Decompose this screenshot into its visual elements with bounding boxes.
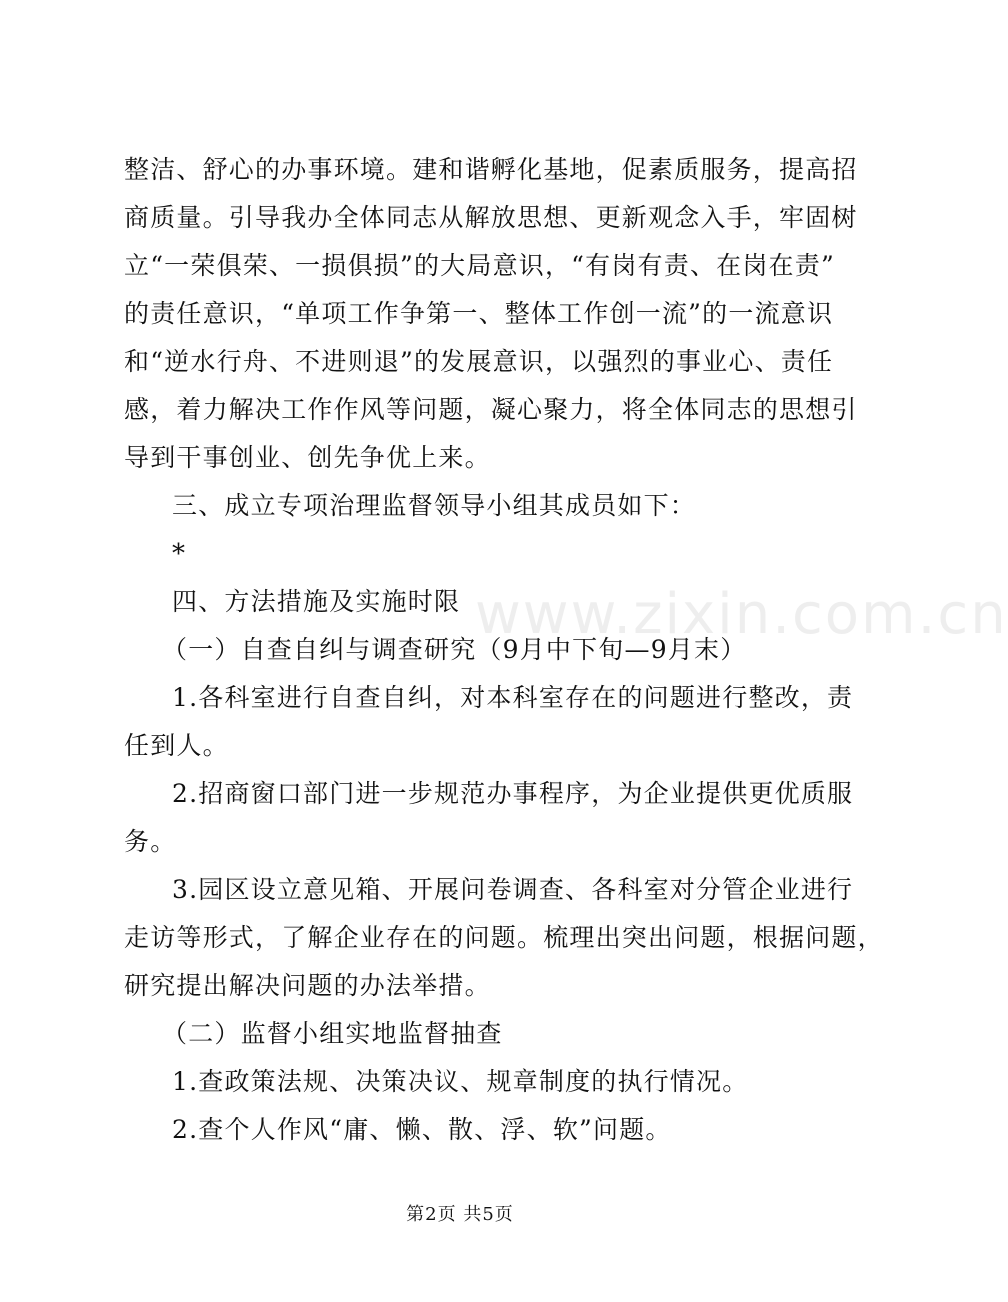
paragraph-line: 立“一荣俱荣、一损俱损”的大局意识，“有岗有责、在岗在责” xyxy=(124,251,835,280)
item-2-line: 2.招商窗口部门进一步规范办事程序，为企业提供更优质服 xyxy=(172,779,854,808)
item-3-line: 3.园区设立意见箱、开展问卷调查、各科室对分管企业进行 xyxy=(172,875,854,904)
paragraph-line: 和“逆水行舟、不进则退”的发展意识，以强烈的事业心、责任 xyxy=(124,347,834,376)
subsection-1-heading: （一）自查自纠与调查研究（9月中下旬—9月末） xyxy=(162,635,747,664)
paragraph-line: 商质量。引导我办全体同志从解放思想、更新观念入手，牢固树 xyxy=(124,203,858,232)
document-body xyxy=(124,146,884,1154)
paragraph-line: 整洁、舒心的办事环境。建和谐孵化基地，促素质服务，提高招 xyxy=(124,155,858,184)
member-placeholder: * xyxy=(172,539,185,569)
item-3-line: 走访等形式，了解企业存在的问题。梳理出突出问题，根据问题， xyxy=(124,923,884,952)
item-1-line: 任到人。 xyxy=(124,731,229,760)
subsection-2-heading: （二）监督小组实地监督抽查 xyxy=(162,1019,503,1048)
check-item: 1.查政策法规、决策决议、规章制度的执行情况。 xyxy=(172,1067,749,1096)
section-3-heading: 三、成立专项治理监督领导小组其成员如下： xyxy=(172,491,697,520)
paragraph-line: 感，着力解决工作作风等问题，凝心聚力，将全体同志的思想引 xyxy=(124,395,858,424)
paragraph-line: 的责任意识，“单项工作争第一、整体工作创一流”的一流意识 xyxy=(124,299,834,328)
item-1-line: 1.各科室进行自查自纠，对本科室存在的问题进行整改，责 xyxy=(172,683,854,712)
check-item: 2.查个人作风“庸、懒、散、浮、软”问题。 xyxy=(172,1115,672,1144)
watermark-text: www.zixin.com.cn xyxy=(475,582,1008,647)
paragraph-line: 导到干事创业、创先争优上来。 xyxy=(124,443,491,472)
page-number-footer: 第2页 共5页 xyxy=(406,1204,514,1225)
section-4-heading: 四、方法措施及实施时限 xyxy=(172,587,461,616)
item-2-line: 务。 xyxy=(124,827,177,856)
item-3-line: 研究提出解决问题的办法举措。 xyxy=(124,971,491,1000)
